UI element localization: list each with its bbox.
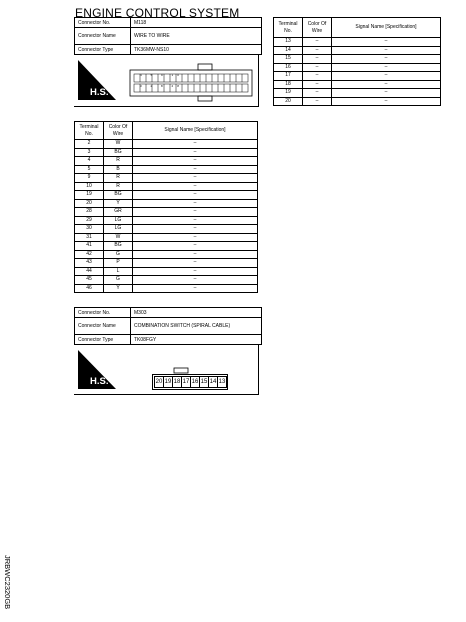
terminal-table-top-right: [273, 17, 441, 106]
signal-cell: –: [133, 182, 258, 191]
color-cell: GR: [104, 208, 133, 217]
color-cell: –: [303, 80, 332, 89]
terminal-cell: 42: [75, 250, 104, 259]
signal-cell: –: [133, 174, 258, 183]
hs-label: H.S.: [90, 376, 109, 387]
signal-cell: –: [133, 225, 258, 234]
terminal-cell: 29: [75, 216, 104, 225]
color-cell: BG: [104, 242, 133, 251]
signal-cell: –: [332, 80, 441, 89]
table-row: [75, 148, 258, 157]
table-row: [75, 225, 258, 234]
color-cell: –: [303, 38, 332, 47]
pin-cell: 17: [181, 376, 191, 388]
table-row: [274, 89, 441, 98]
color-cell: LG: [104, 225, 133, 234]
terminal-cell: 14: [274, 46, 303, 55]
page-title: ENGINE CONTROL SYSTEM: [75, 6, 240, 20]
connector-face-m303: [152, 374, 228, 390]
signal-cell: –: [332, 55, 441, 64]
connector-info-m303: [74, 307, 262, 345]
table-row: [75, 199, 258, 208]
color-cell: Y: [104, 284, 133, 293]
signal-cell: –: [133, 250, 258, 259]
signal-cell: –: [332, 97, 441, 106]
signal-cell: –: [133, 216, 258, 225]
pin-cell: 13: [217, 376, 227, 388]
color-cell: R: [104, 182, 133, 191]
terminal-cell: 19: [274, 89, 303, 98]
signal-cell: –: [133, 140, 258, 149]
terminal-cell: 9: [75, 174, 104, 183]
terminal-cell: 5: [75, 165, 104, 174]
connector-type-value: TK08FGY: [131, 335, 262, 345]
header-signal: Signal Name [Specification]: [133, 122, 258, 140]
terminal-cell: 31: [75, 233, 104, 242]
signal-cell: –: [332, 89, 441, 98]
color-cell: W: [104, 233, 133, 242]
color-cell: Y: [104, 199, 133, 208]
color-cell: BG: [104, 191, 133, 200]
terminal-cell: 17: [274, 72, 303, 81]
connector-no-value: M118: [131, 18, 262, 28]
table-row: [75, 242, 258, 251]
terminal-cell: 30: [75, 225, 104, 234]
terminal-cell: 28: [75, 208, 104, 217]
color-cell: P: [104, 259, 133, 268]
connector-name-label: Connector Name: [75, 28, 131, 45]
color-cell: G: [104, 250, 133, 259]
connector-diagram-m118: [74, 54, 259, 107]
connector-no-label: Connector No.: [75, 18, 131, 28]
terminal-cell: 2: [75, 140, 104, 149]
table-row: [274, 55, 441, 64]
table-row: [75, 233, 258, 242]
table-row: [75, 276, 258, 285]
color-cell: –: [303, 72, 332, 81]
pin-cell: 16: [190, 376, 200, 388]
pin-cell: 20: [154, 376, 164, 388]
header-terminal: Terminal No.: [75, 122, 104, 140]
color-cell: –: [303, 46, 332, 55]
signal-cell: –: [332, 63, 441, 72]
hs-label: H.S.: [90, 87, 109, 98]
header-signal: Signal Name [Specification]: [332, 18, 441, 38]
signal-cell: –: [133, 208, 258, 217]
table-row: [274, 63, 441, 72]
terminal-cell: 46: [75, 284, 104, 293]
terminal-cell: 3: [75, 148, 104, 157]
terminal-cell: 20: [75, 199, 104, 208]
signal-cell: –: [133, 259, 258, 268]
color-cell: R: [104, 157, 133, 166]
table-row: [75, 216, 258, 225]
color-cell: –: [303, 55, 332, 64]
signal-cell: –: [133, 284, 258, 293]
table-row: [75, 208, 258, 217]
figure-code: JRBWC2320GB: [3, 555, 12, 610]
connector-name-value: WIRE TO WIRE: [131, 28, 262, 45]
connector-name-value: COMBINATION SWITCH (SPIRAL CABLE): [131, 318, 262, 335]
pin-label: 28: [171, 84, 183, 88]
signal-cell: –: [332, 38, 441, 47]
color-cell: –: [303, 97, 332, 106]
pin-cell: 14: [208, 376, 218, 388]
color-cell: –: [303, 89, 332, 98]
color-cell: B: [104, 165, 133, 174]
connector-pin-row-1: [140, 73, 183, 77]
terminal-cell: 10: [75, 182, 104, 191]
table-row: [75, 267, 258, 276]
connector-diagram-m303: [74, 344, 259, 395]
pin-label: 3: [140, 84, 146, 88]
color-cell: LG: [104, 216, 133, 225]
table-row: [274, 97, 441, 106]
table-row: [75, 191, 258, 200]
pin-cell: 19: [163, 376, 173, 388]
terminal-cell: 43: [75, 259, 104, 268]
pin-cell: 18: [172, 376, 182, 388]
terminal-cell: 20: [274, 97, 303, 106]
table-row: [75, 250, 258, 259]
table-row: [75, 259, 258, 268]
terminal-cell: 41: [75, 242, 104, 251]
signal-cell: –: [133, 242, 258, 251]
pin-label: 10: [171, 73, 183, 77]
table-row: [274, 80, 441, 89]
header-terminal: Terminal No.: [274, 18, 303, 38]
signal-cell: –: [133, 267, 258, 276]
signal-cell: –: [133, 191, 258, 200]
color-cell: L: [104, 267, 133, 276]
terminal-cell: 19: [75, 191, 104, 200]
signal-cell: –: [133, 233, 258, 242]
table-row: [75, 165, 258, 174]
color-cell: –: [303, 63, 332, 72]
pin-label: 2: [150, 84, 157, 88]
pin-label: 9: [161, 73, 167, 77]
terminal-cell: 15: [274, 55, 303, 64]
pin-label: 4: [140, 73, 146, 77]
table-row: [75, 182, 258, 191]
signal-cell: –: [332, 72, 441, 81]
table-body: [274, 38, 441, 106]
connector-name-label: Connector Name: [75, 318, 131, 335]
table-row: [274, 46, 441, 55]
connector-pin-row-2: [140, 84, 183, 88]
pin-label: 8: [161, 84, 167, 88]
color-cell: BG: [104, 148, 133, 157]
color-cell: R: [104, 174, 133, 183]
connector-no-value: M303: [131, 308, 262, 318]
signal-cell: –: [133, 199, 258, 208]
table-row: [274, 38, 441, 47]
table-row: [75, 140, 258, 149]
terminal-cell: 13: [274, 38, 303, 47]
header-color: Color Of Wire: [104, 122, 133, 140]
pin-cell: 15: [199, 376, 209, 388]
connector-type-label: Connector Type: [75, 335, 131, 345]
connector-latch-icon: [174, 368, 188, 373]
signal-cell: –: [133, 276, 258, 285]
table-body: [75, 140, 258, 293]
header-color: Color Of Wire: [303, 18, 332, 38]
signal-cell: –: [133, 157, 258, 166]
connector-type-label: Connector Type: [75, 45, 131, 55]
pin-label: 5: [150, 73, 157, 77]
table-row: [75, 157, 258, 166]
signal-cell: –: [133, 148, 258, 157]
connector-info-m118: [74, 17, 262, 55]
terminal-cell: 16: [274, 63, 303, 72]
connector-no-label: Connector No.: [75, 308, 131, 318]
terminal-cell: 44: [75, 267, 104, 276]
signal-cell: –: [133, 165, 258, 174]
table-row: [75, 284, 258, 293]
terminal-cell: 4: [75, 157, 104, 166]
signal-cell: –: [332, 46, 441, 55]
connector-face-icon: [74, 54, 258, 106]
connector-type-value: TK36MW-NS10: [131, 45, 262, 55]
terminal-cell: 45: [75, 276, 104, 285]
color-cell: W: [104, 140, 133, 149]
table-row: [274, 72, 441, 81]
table-row: [75, 174, 258, 183]
terminal-table-m118: [74, 121, 258, 293]
terminal-cell: 18: [274, 80, 303, 89]
color-cell: G: [104, 276, 133, 285]
